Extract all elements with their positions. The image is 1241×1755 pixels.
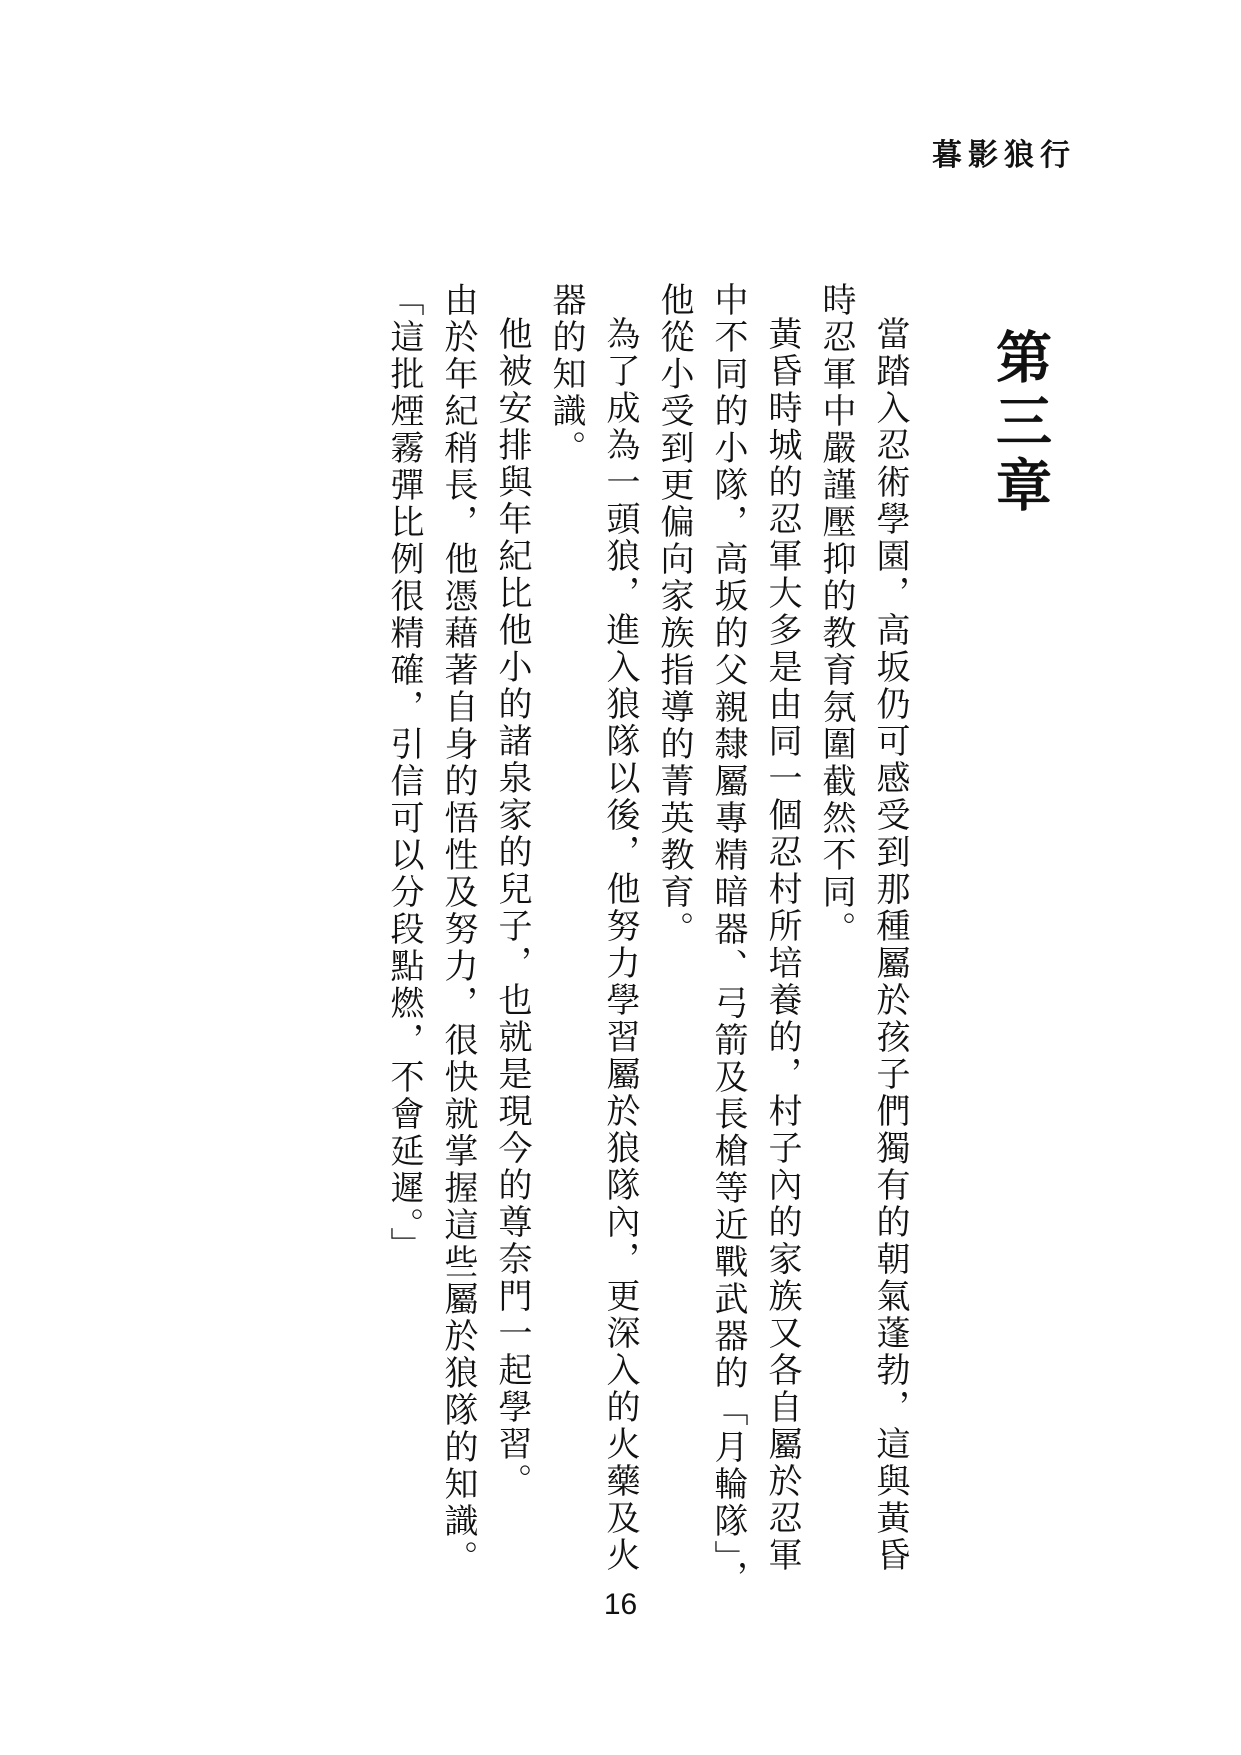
paragraph: 他被安排與年紀比他小的諸泉家的兒子，也就是現今的尊奈門一起學習。 — [493, 316, 530, 1500]
running-header-book-title: 暮影狼行 — [932, 138, 1076, 173]
paragraph: 黃昏時城的忍軍大多是由同一個忍村所培養的，村子內的家族又各自屬於忍軍中不同的小隊，高坂的父親隸屬專精暗器、弓箭及長槍等近戰武器的「月輪隊」，他從小受到更偏向家族指導的菁英教育。 — [655, 282, 800, 1597]
paragraph: 「這批煙霧彈比例很精確，引信可以分段點燃，不會延遲。」 — [385, 282, 422, 1264]
body-text — [376, 282, 916, 1602]
paragraph: 當踏入忍術學園，高坂仍可感受到那種屬於孩子們獨有的朝氣蓬勃，這與黃昏時忍軍中嚴謹壓抑的教育氛圍截然不同。 — [817, 282, 908, 1574]
chapter-title: 第三章 — [987, 328, 1053, 520]
paragraph: 由於年紀稍長，他憑藉著自身的悟性及努力，很快就掌握這些屬於狼隊的知識。 — [439, 282, 476, 1577]
page-number: 16 — [603, 1588, 638, 1621]
paragraph: 為了成為一頭狼，進入狼隊以後，他努力學習屬於狼隊內，更深入的火藥及火器的知識。 — [547, 282, 638, 1574]
